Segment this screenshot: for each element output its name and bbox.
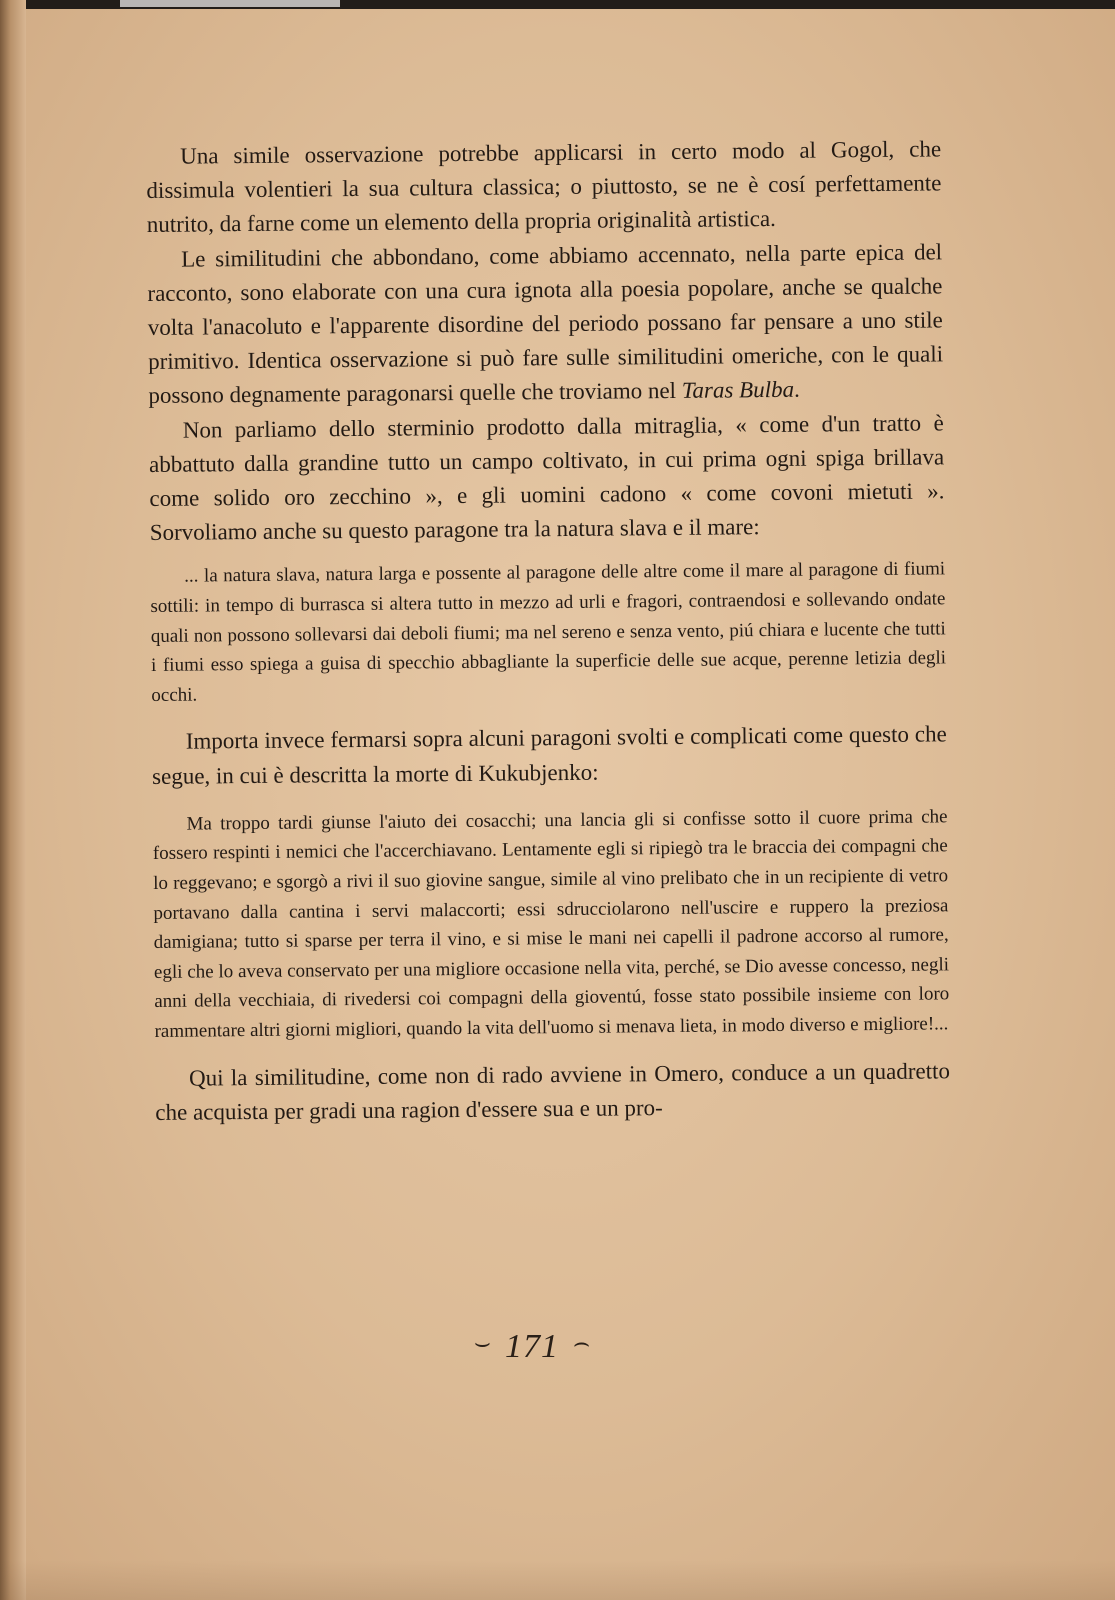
paragraph-2-text: Le similitudini che abbondano, come abbiamo accennato, nella parte epica del racconto, sono elaborate con una cura ignota alla poesia popolare, anche se qualche volta l'anacoluto e l'apparente disordine del periodo possano far pensare a uno stile primitivo. Identica osservazione si può fare sulle similitudini omeriche, con le quali possono degnamente paragonarsi quelle che troviamo nel xyxy=(147,238,944,409)
paragraph-5: Qui la similitudine, come non di rado avviene in Omero, conduce a un quadretto che acquista per gradi una ragion d'essere sua e un pro- xyxy=(155,1057,951,1125)
block-quote-1: ... la natura slava, natura larga e possente al paragone delle altre come il mare al paragone di fiumi sottili: in tempo di burrasca si altera tutto in mezzo ad urli e fragori, contraendosi e sollevando ondate quali non possono sollevarsi dai deboli fiumi; ma nel sereno e senza vento, piú chiara e lucente che tutti i fiumi esso spiega a guisa di specchio abbagliante la superficie delle sue acque, perenne letizia degli occhi. xyxy=(150,558,947,706)
page-number-footer xyxy=(452,1325,612,1369)
page-body-text xyxy=(146,132,950,1130)
page-number: 171 xyxy=(505,1328,559,1365)
paragraph-3: Non parliamo dello sterminio prodotto dalla mitraglia, « come d'un tratto è abbattuto dalla grandine tutto un campo coltivato, in cui prima ogni spiga brillava come solido oro zecchino », e gli uomini cadono « come covoni mietuti ». Sorvoliamo anche su questo paragone tra la natura slava e il mare: xyxy=(148,409,945,546)
scan-edge-strip xyxy=(120,0,340,7)
binding-edge xyxy=(0,0,26,1600)
paragraph-4: Importa invece fermarsi sopra alcuni paragoni svolti e complicati come questo che segue, in cui è descritta la morte di Kukubjenko: xyxy=(151,721,947,789)
paragraph-2-end: . xyxy=(793,377,800,403)
page-number-right-ornament: ⌢ xyxy=(573,1328,591,1357)
paragraph-2 xyxy=(147,235,944,414)
page-bottom-shading xyxy=(0,1560,1115,1600)
book-title-taras-bulba: Taras Bulba xyxy=(681,377,795,404)
block-quote-2: Ma troppo tardi giunse l'aiuto dei cosacchi; una lancia gli si confisse sotto il cuore prima che fossero respinti i nemici che l'accerchiavano. Lentamente egli si ripiegò tra le braccia dei compagni che lo reggevano; e sgorgò a rivi il suo giovine sangue, simile al vino prelibato che in un recipiente di vetro portavano dalla cantina i servi malaccorti; essi sdrucciolarono nell'uscire e ruppero la preziosa damigiana; tutto si sparse per terra il vino, e si mise le mani nei capelli il padrone accorso al rumore, egli che lo aveva conservato per una migliore occasione nella vita, perché, se Dio avesse concesso, negli anni della vecchiaia, di rivedersi coi compagni della gioventú, fosse stato possibile insieme con loro rammentare altri giorni migliori, quando la vita dell'uomo si menava lieta, in modo diverso e migliore!... xyxy=(152,806,950,1042)
paragraph-1: Una simile osservazione potrebbe applicarsi in certo modo al Gogol, che dissimula volentieri la sua cultura classica; o piuttosto, se ne è cosí perfettamente nutrito, da farne come un elemento della propria originalità artistica. xyxy=(146,136,942,238)
page-number-left-ornament: ⌣ xyxy=(473,1328,491,1357)
